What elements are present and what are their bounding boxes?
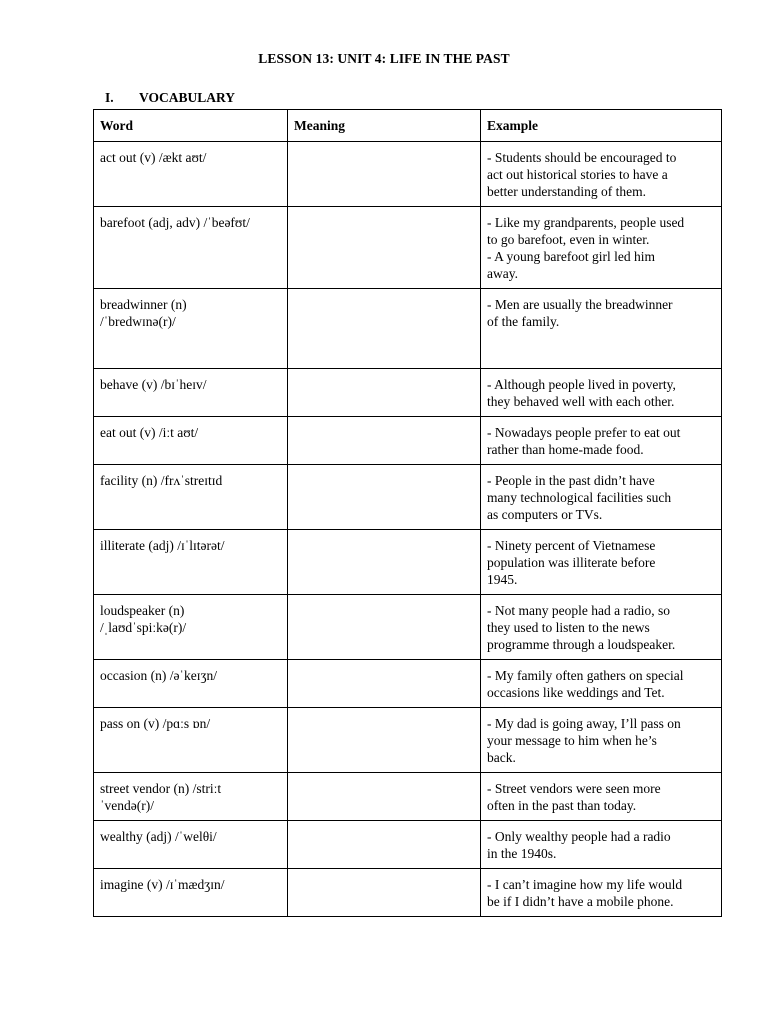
example-cell [481, 417, 722, 465]
word-cell [94, 773, 288, 821]
example-cell [481, 660, 722, 708]
vocabulary-table [93, 109, 722, 917]
example-cell [481, 595, 722, 660]
example-line: in the 1940s. [487, 846, 557, 861]
word-line: /ˌlaʊdˈspiːkə(r)/ [100, 620, 187, 635]
meaning-cell [288, 595, 481, 660]
example-line: often in the past than today. [487, 798, 637, 813]
example-line: programme through a loudspeaker. [487, 637, 676, 652]
word-line: ˈvendə(r)/ [100, 798, 154, 813]
meaning-cell [288, 417, 481, 465]
word-line: pass on (v) /pɑːs ɒn/ [100, 716, 211, 731]
example-line: occasions like weddings and Tet. [487, 685, 665, 700]
example-line: back. [487, 750, 516, 765]
word-cell [94, 417, 288, 465]
example-cell [481, 465, 722, 530]
example-line: - Like my grandparents, people used [487, 215, 685, 230]
table-row [94, 142, 722, 207]
example-line: they behaved well with each other. [487, 394, 675, 409]
table-row [94, 821, 722, 869]
example-line: be if I didn’t have a mobile phone. [487, 894, 674, 909]
word-cell [94, 708, 288, 773]
example-line: population was illiterate before [487, 555, 656, 570]
example-cell [481, 821, 722, 869]
example-line: better understanding of them. [487, 184, 646, 199]
example-line: 1945. [487, 572, 518, 587]
word-line: barefoot (adj, adv) /ˈbeəfʊt/ [100, 215, 250, 230]
table-row [94, 530, 722, 595]
example-line: - My dad is going away, I’ll pass on [487, 716, 681, 731]
example-cell [481, 708, 722, 773]
table-body [94, 142, 722, 917]
section-heading [105, 90, 235, 106]
word-cell [94, 595, 288, 660]
word-line: loudspeaker (n) [100, 603, 185, 618]
word-line: street vendor (n) /striːt [100, 781, 222, 796]
table-row [94, 708, 722, 773]
example-line: they used to listen to the news [487, 620, 650, 635]
example-cell [481, 142, 722, 207]
table-row [94, 465, 722, 530]
example-line: many technological facilities such [487, 490, 672, 505]
word-cell [94, 660, 288, 708]
section-title: VOCABULARY [139, 90, 236, 105]
example-line: - Nowadays people prefer to eat out [487, 425, 681, 440]
table-row [94, 660, 722, 708]
example-cell [481, 530, 722, 595]
word-cell [94, 821, 288, 869]
meaning-cell [288, 207, 481, 289]
example-line: rather than home-made food. [487, 442, 644, 457]
word-cell [94, 142, 288, 207]
example-line: - Students should be encouraged to [487, 150, 677, 165]
page-title: LESSON 13: UNIT 4: LIFE IN THE PAST [258, 51, 510, 66]
meaning-cell [288, 708, 481, 773]
word-line: wealthy (adj) /ˈwelθi/ [100, 829, 217, 844]
word-cell [94, 869, 288, 917]
word-line: behave (v) /bɪˈheɪv/ [100, 377, 207, 392]
column-header-word: Word [94, 110, 288, 142]
section-number: I. [105, 90, 114, 105]
example-line: your message to him when he’s [487, 733, 657, 748]
example-line: - Although people lived in poverty, [487, 377, 676, 392]
meaning-cell [288, 142, 481, 207]
table-header-row [94, 110, 722, 142]
example-cell [481, 869, 722, 917]
word-line: imagine (v) /ɪˈmædʒɪn/ [100, 877, 225, 892]
word-line: illiterate (adj) /ɪˈlɪtərət/ [100, 538, 225, 553]
table-row [94, 417, 722, 465]
meaning-cell [288, 660, 481, 708]
meaning-cell [288, 869, 481, 917]
word-line: facility (n) /frʌˈstreɪtɪd [100, 473, 223, 488]
example-cell [481, 207, 722, 289]
example-line: - Ninety percent of Vietnamese [487, 538, 656, 553]
word-line: act out (v) /ækt aʊt/ [100, 150, 207, 165]
example-line: - A young barefoot girl led him [487, 249, 655, 264]
example-line: - My family often gathers on special [487, 668, 684, 683]
table-row [94, 869, 722, 917]
example-cell [481, 289, 722, 369]
example-line: of the family. [487, 314, 560, 329]
word-line: occasion (n) /əˈkeɪʒn/ [100, 668, 217, 683]
table-row [94, 595, 722, 660]
word-cell [94, 465, 288, 530]
word-line: /ˈbredwɪnə(r)/ [100, 314, 176, 329]
word-cell [94, 369, 288, 417]
word-cell [94, 289, 288, 369]
example-line: - Street vendors were seen more [487, 781, 661, 796]
table-row [94, 369, 722, 417]
meaning-cell [288, 289, 481, 369]
word-line: eat out (v) /iːt aʊt/ [100, 425, 199, 440]
example-line: to go barefoot, even in winter. [487, 232, 650, 247]
example-line: act out historical stories to have a [487, 167, 668, 182]
example-line: - Not many people had a radio, so [487, 603, 670, 618]
column-header-example: Example [481, 110, 722, 142]
example-line: - I can’t imagine how my life would [487, 877, 683, 892]
meaning-cell [288, 465, 481, 530]
word-cell [94, 207, 288, 289]
column-header-meaning: Meaning [288, 110, 481, 142]
example-line: - Only wealthy people had a radio [487, 829, 671, 844]
example-line: away. [487, 266, 518, 281]
example-line: - People in the past didn’t have [487, 473, 655, 488]
example-cell [481, 369, 722, 417]
meaning-cell [288, 821, 481, 869]
word-line: breadwinner (n) [100, 297, 187, 312]
table-row [94, 773, 722, 821]
table-row [94, 289, 722, 369]
word-cell [94, 530, 288, 595]
meaning-cell [288, 773, 481, 821]
meaning-cell [288, 530, 481, 595]
example-cell [481, 773, 722, 821]
example-line: as computers or TVs. [487, 507, 603, 522]
meaning-cell [288, 369, 481, 417]
table-row [94, 207, 722, 289]
example-line: - Men are usually the breadwinner [487, 297, 673, 312]
